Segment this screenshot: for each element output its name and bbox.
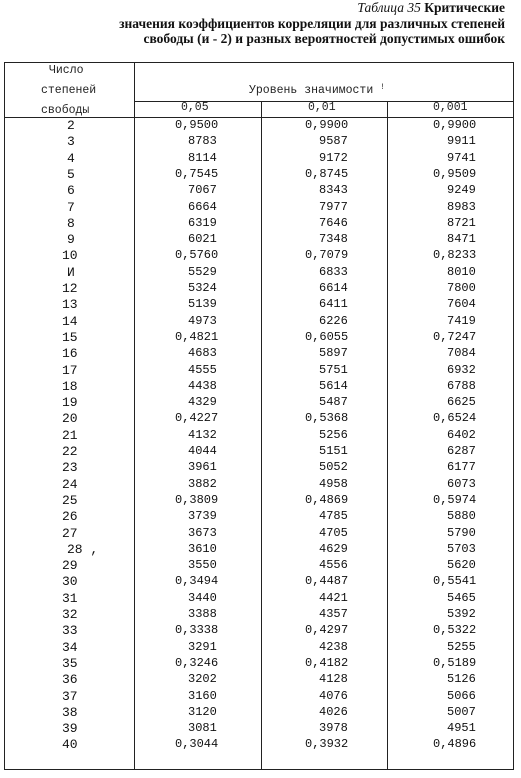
- title-line-2: значения коэффициентов корреляции для различных степеней: [119, 15, 505, 31]
- value-cell-001: 0,4869: [305, 492, 349, 507]
- value-cell-005: 0,3809: [175, 492, 219, 507]
- value-cell-0001: 0,8233: [433, 248, 477, 263]
- value-cell-005: 3202: [188, 672, 217, 687]
- df-cell: 22: [62, 444, 78, 459]
- df-cell: 31: [62, 590, 78, 606]
- title-line-3: свободы (и - 2) и разных вероятностей допустимых ошибок: [143, 31, 505, 46]
- critical-values-table: [4, 62, 514, 770]
- df-cell: 2: [67, 118, 75, 133]
- df-cell: 21: [62, 427, 78, 443]
- value-cell-001: 4128: [319, 672, 348, 687]
- value-cell-001: 7348: [319, 232, 348, 247]
- value-cell-001: 3978: [319, 721, 348, 736]
- value-cell-0001: 5126: [447, 672, 476, 687]
- value-cell-001: 0,6055: [305, 329, 349, 344]
- value-cell-001: 6614: [319, 281, 348, 295]
- value-cell-005: 4132: [188, 427, 217, 442]
- value-cell-0001: 0,5189: [433, 655, 477, 670]
- value-cell-001: 4556: [319, 558, 348, 573]
- value-cell-0001: 5790: [447, 525, 476, 540]
- value-cell-005: 3882: [188, 476, 217, 491]
- df-cell: 18: [62, 378, 78, 394]
- value-cell-001: 0,7079: [305, 248, 349, 263]
- value-cell-001: 0,9900: [305, 118, 349, 132]
- significance-level-text: Уровень значимости: [249, 84, 374, 97]
- value-cell-0001: 4951: [447, 721, 476, 736]
- value-cell-005: 3610: [188, 541, 217, 556]
- value-cell-0001: 8010: [447, 264, 476, 279]
- df-cell: 16: [62, 346, 78, 362]
- value-cell-001: 5614: [319, 378, 348, 393]
- value-cell-001: 4357: [319, 607, 348, 621]
- value-cell-001: 4705: [319, 525, 348, 540]
- value-cell-001: 4958: [319, 476, 348, 491]
- value-cell-0001: 5620: [447, 558, 476, 573]
- table-caption: Таблица 35: [357, 0, 421, 15]
- value-cell-001: 4629: [319, 541, 348, 556]
- value-cell-005: 4683: [188, 346, 217, 361]
- title-start: Критические: [420, 0, 505, 15]
- significance-level-mark: !: [380, 83, 385, 92]
- value-cell-001: 9172: [319, 150, 348, 165]
- value-cell-001: 0,5368: [305, 411, 349, 426]
- value-cell-005: 3739: [188, 509, 217, 524]
- value-cell-0001: 8983: [447, 199, 476, 214]
- value-cell-0001: 5703: [447, 541, 476, 556]
- value-cell-0001: 5465: [447, 590, 476, 605]
- value-cell-005: 3120: [188, 704, 217, 719]
- value-cell-005: 3673: [188, 525, 217, 540]
- value-cell-005: 3440: [188, 590, 217, 605]
- value-cell-001: 6226: [319, 313, 348, 328]
- value-cell-001: 9587: [319, 134, 348, 149]
- value-cell-005: 0,3338: [175, 623, 219, 638]
- value-cell-001: 5256: [319, 427, 348, 442]
- value-cell-001: 4238: [319, 639, 348, 654]
- value-cell-0001: 9249: [447, 183, 476, 198]
- significance-level-label: [249, 83, 385, 97]
- value-cell-005: 3961: [188, 460, 217, 475]
- df-cell: 7: [67, 199, 75, 215]
- value-cell-0001: 7419: [447, 313, 476, 328]
- df-cell: 30: [62, 574, 78, 590]
- df-cell: 24: [62, 476, 78, 492]
- df-cell: 36: [62, 672, 78, 688]
- value-cell-005: 4973: [188, 313, 217, 328]
- df-cell: 26: [62, 509, 78, 525]
- value-cell-001: 5052: [319, 460, 348, 475]
- value-cell-005: 8783: [188, 134, 217, 149]
- df-cell: 29: [62, 558, 78, 574]
- value-cell-0001: 0,9900: [433, 118, 477, 132]
- value-cell-001: 5897: [319, 346, 348, 361]
- value-cell-005: 0,3246: [175, 655, 219, 670]
- value-cell-005: 0,4821: [175, 329, 219, 344]
- df-cell: 5: [67, 166, 75, 182]
- value-cell-0001: 6177: [447, 460, 476, 475]
- value-cell-001: 5151: [319, 444, 348, 458]
- value-cell-005: 0,3044: [175, 737, 219, 752]
- df-cell: 39: [62, 721, 78, 737]
- value-cell-005: 0,4227: [175, 411, 219, 426]
- df-cell: 8: [67, 215, 75, 231]
- df-cell: 35: [62, 655, 78, 671]
- value-cell-001: 4785: [319, 509, 348, 524]
- column-header-001: 0,01: [308, 101, 336, 114]
- value-cell-0001: 8721: [447, 215, 476, 230]
- value-cell-0001: 6625: [447, 395, 476, 410]
- value-cell-001: 0,4297: [305, 623, 349, 638]
- value-cell-001: 7977: [319, 199, 348, 214]
- value-cell-005: 5529: [188, 264, 217, 279]
- title-line-1: [0, 0, 505, 16]
- column-header-005: 0,05: [181, 101, 209, 114]
- value-cell-0001: 5880: [447, 509, 476, 524]
- value-cell-001: 6411: [319, 297, 348, 312]
- value-cell-005: 6664: [188, 199, 217, 214]
- df-cell: 19: [62, 395, 78, 411]
- df-header-line-3: свободы: [41, 104, 90, 117]
- value-cell-0001: 7800: [447, 281, 476, 295]
- value-cell-0001: 6073: [447, 476, 476, 491]
- df-cell: 15: [62, 329, 78, 345]
- df-cell: 4: [67, 150, 75, 166]
- value-cell-001: 0,8745: [305, 166, 349, 181]
- value-cell-005: 5324: [188, 281, 217, 295]
- df-cell: 6: [67, 183, 75, 199]
- value-cell-0001: 9911: [447, 134, 476, 149]
- column-divider: [261, 101, 262, 769]
- column-header-0001: 0,001: [433, 101, 468, 114]
- value-cell-0001: 0,9509: [433, 166, 477, 181]
- df-cell: 34: [62, 639, 78, 655]
- value-cell-005: 6021: [188, 232, 217, 247]
- value-cell-005: 7067: [188, 183, 217, 198]
- value-cell-005: 6319: [188, 215, 217, 230]
- value-cell-0001: 5066: [447, 688, 476, 703]
- value-cell-005: 4555: [188, 362, 217, 377]
- value-cell-0001: 0,5541: [433, 574, 477, 589]
- value-cell-0001: 9741: [447, 150, 476, 165]
- df-cell: 37: [62, 688, 78, 704]
- value-cell-005: 4438: [188, 378, 217, 393]
- column-divider: [134, 63, 135, 769]
- df-cell: 25: [62, 492, 78, 508]
- value-cell-0001: 0,5322: [433, 623, 477, 638]
- value-cell-005: 0,3494: [175, 574, 219, 589]
- value-cell-005: 8114: [188, 150, 217, 165]
- value-cell-005: 3388: [188, 607, 217, 621]
- value-cell-0001: 6402: [447, 427, 476, 442]
- value-cell-005: 0,5760: [175, 248, 219, 263]
- value-cell-001: 4076: [319, 688, 348, 703]
- value-cell-001: 0,4487: [305, 574, 349, 589]
- value-cell-0001: 8471: [447, 232, 476, 247]
- df-cell: 33: [62, 623, 78, 639]
- value-cell-0001: 5007: [447, 704, 476, 719]
- df-cell: 32: [62, 607, 78, 622]
- value-cell-0001: 7604: [447, 297, 476, 312]
- value-cell-001: 7646: [319, 215, 348, 230]
- value-cell-005: 4044: [188, 444, 217, 458]
- value-cell-0001: 7084: [447, 346, 476, 361]
- value-cell-0001: 6788: [447, 378, 476, 393]
- df-cell: 28 ,: [67, 541, 99, 557]
- value-cell-0001: 0,5974: [433, 492, 477, 507]
- column-divider: [387, 101, 388, 769]
- df-cell: 14: [62, 313, 78, 329]
- value-cell-0001: 0,7247: [433, 329, 477, 344]
- value-cell-0001: 5392: [447, 607, 476, 621]
- df-header-line-2: степеней: [41, 84, 97, 97]
- table-title: [0, 0, 505, 47]
- value-cell-0001: 0,4896: [433, 737, 477, 752]
- value-cell-0001: 0,6524: [433, 411, 477, 426]
- value-cell-005: 3081: [188, 721, 217, 736]
- df-cell: 10: [62, 248, 78, 264]
- value-cell-005: 3291: [188, 639, 217, 654]
- df-cell: 38: [62, 704, 78, 720]
- value-cell-005: 0,9500: [175, 118, 219, 132]
- df-cell: 23: [62, 460, 78, 476]
- value-cell-001: 4421: [319, 590, 348, 605]
- value-cell-001: 8343: [319, 183, 348, 198]
- df-cell: 20: [62, 411, 78, 427]
- value-cell-0001: 6287: [447, 444, 476, 458]
- value-cell-005: 0,7545: [175, 166, 219, 181]
- df-cell: 12: [62, 281, 78, 296]
- value-cell-001: 5751: [319, 362, 348, 377]
- df-cell: 3: [67, 134, 75, 150]
- value-cell-001: 6833: [319, 264, 348, 279]
- value-cell-005: 3160: [188, 688, 217, 703]
- value-cell-005: 3550: [188, 558, 217, 573]
- df-header-line-1: Число: [49, 64, 84, 77]
- df-cell: 9: [67, 232, 75, 248]
- df-cell: 27: [62, 525, 78, 541]
- df-cell: 17: [62, 362, 78, 378]
- df-cell: 40: [62, 737, 78, 753]
- value-cell-001: 0,3932: [305, 737, 349, 752]
- value-cell-0001: 5255: [447, 639, 476, 654]
- value-cell-001: 4026: [319, 704, 348, 719]
- value-cell-001: 5487: [319, 395, 348, 410]
- value-cell-005: 4329: [188, 395, 217, 410]
- value-cell-005: 5139: [188, 297, 217, 312]
- value-cell-0001: 6932: [447, 362, 476, 377]
- value-cell-001: 0,4182: [305, 655, 349, 670]
- df-cell: 13: [62, 297, 78, 313]
- df-cell: И: [67, 264, 75, 280]
